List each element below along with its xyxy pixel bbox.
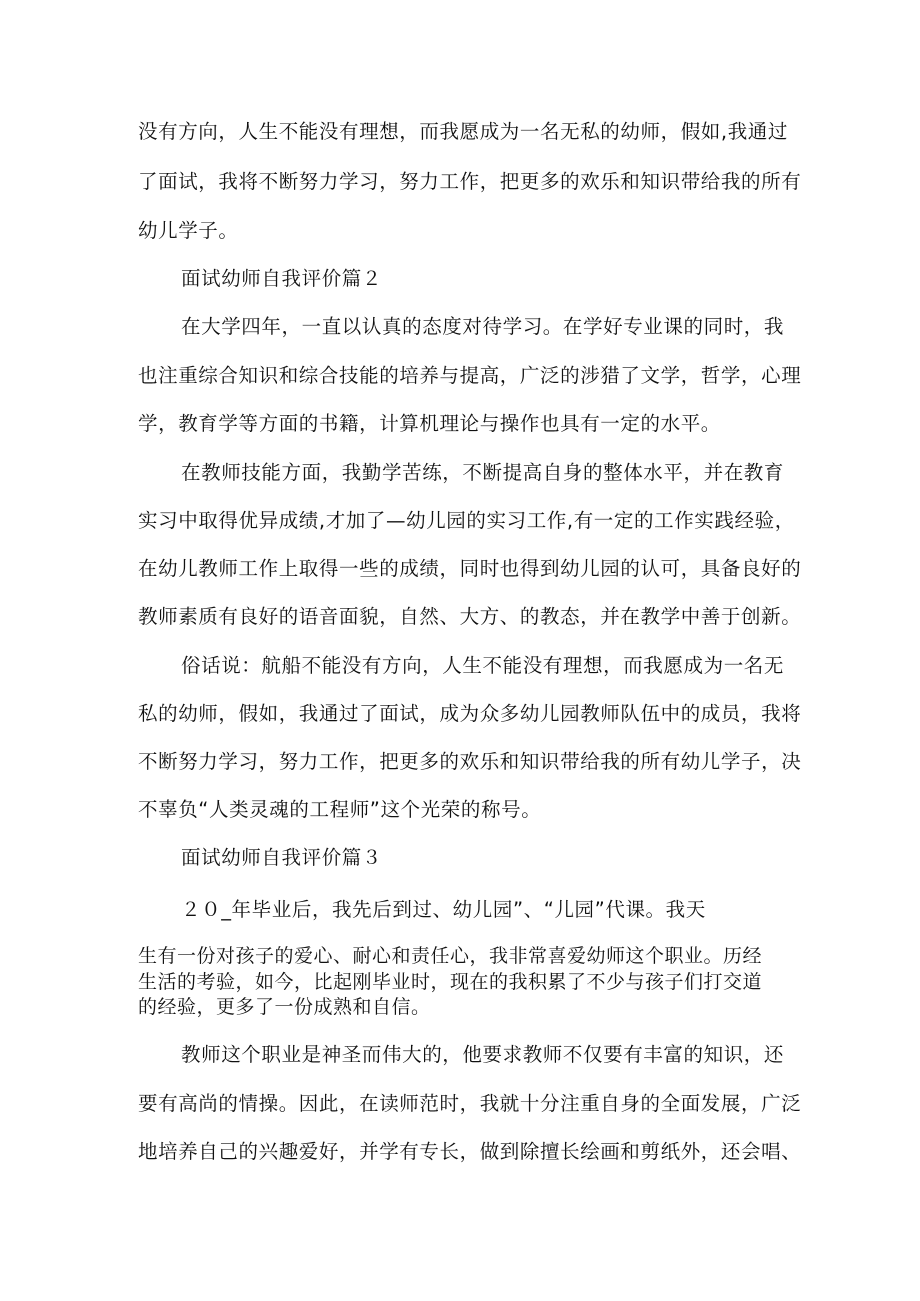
text-line: 私的幼师，假如，我通过了面试，成为众多幼儿园教师队伍中的成员，我将 (138, 702, 802, 725)
text-line: 地培养自己的兴趣爱好，并学有专长，做到除擅长绘画和剪纸外，还会唱、 (138, 1140, 802, 1163)
text-line: 生活的考验，如今，比起刚毕业时，现在的我积累了不少与孩子们打交道 (138, 971, 763, 993)
text-line: 要有高尚的情操。因此，在读师范时，我就十分注重自身的全面发展，广泛 (138, 1092, 802, 1115)
text-line: 了面试，我将不断努力学习，努力工作，把更多的欢乐和知识带给我的所有 (138, 170, 802, 193)
text-line: 在幼儿教师工作上取得一些的成绩，同时也得到幼儿园的认可，具备良好的 (138, 557, 802, 580)
text-line: 在大学四年，一直以认真的态度对待学习。在学好专业课的同时，我 (181, 315, 785, 338)
section-heading: 面试幼师自我评价篇３ (181, 846, 383, 869)
text-line: 也注重综合知识和综合技能的培养与提高，广泛的涉猎了文学，哲学，心理 (138, 364, 802, 387)
text-line: 教师这个职业是神圣而伟大的，他要求教师不仅要有丰富的知识，还 (181, 1043, 785, 1066)
text-line: 没有方向，人生不能没有理想，而我愿成为一名无私的幼师，假如,我通过 (138, 120, 788, 143)
text-line: 学，教育学等方面的书籍，计算机理论与操作也具有一定的水平。 (138, 412, 721, 435)
text-line: 幼儿学子。 (138, 219, 239, 242)
text-line: 俗话说：航船不能没有方向，人生不能没有理想，而我愿成为一名无 (181, 654, 785, 677)
text-line: 不断努力学习，努力工作，把更多的欢乐和知识带给我的所有幼儿学子，决 (138, 750, 802, 773)
text-line: 实习中取得优异成绩,才加了—幼儿园的实习工作,有一定的工作实践经验， (138, 509, 795, 532)
text-line: 的经验，更多了一份成熟和自信。 (138, 996, 431, 1018)
text-line: 生有一份对孩子的爱心、耐心和责任心，我非常喜爱幼师这个职业。历经 (138, 945, 763, 967)
section-heading: 面试幼师自我评价篇２ (181, 267, 383, 290)
text-line: 在教师技能方面，我勤学苦练，不断提高自身的整体水平，并在教育 (181, 461, 785, 484)
text-line: 不辜负“人类灵魂的工程师”这个光荣的称号。 (138, 798, 542, 821)
text-line: ２０_年毕业后，我先后到过、幼儿园”、“儿园”代课。我天 (181, 898, 706, 921)
text-line: 教师素质有良好的语音面貌，自然、大方、的教态，并在教学中善于创新。 (138, 605, 802, 628)
